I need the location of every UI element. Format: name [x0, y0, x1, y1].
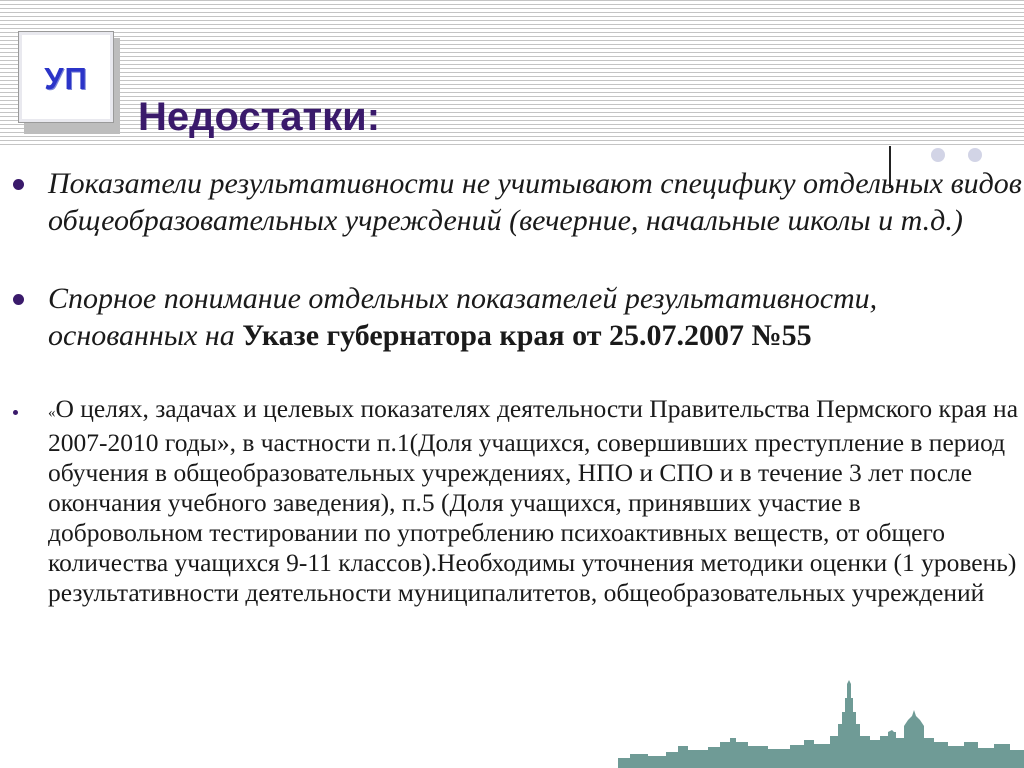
- open-quote: «: [48, 405, 56, 421]
- decree-reference: Указе губернатора края от 25.07.2007 №55: [242, 319, 812, 352]
- logo-box: [18, 31, 114, 123]
- logo-text: УП: [44, 61, 88, 96]
- bullet-2-italic-text: Спорное понимание отдельных показателей результативности, основанных на: [48, 282, 878, 352]
- decorative-dot: [968, 148, 982, 162]
- bullet-dot-icon: [13, 294, 24, 305]
- city-skyline-silhouette: [618, 676, 1024, 768]
- bullet-text-1: Показатели результативности не учитывают специфику отдельных видов общеобразовательных учреждений (вечерние, начальные школы и т.д.): [48, 167, 1022, 237]
- bullet-dot-icon: [13, 179, 24, 190]
- decorative-dot: [931, 148, 945, 162]
- decree-details-text: О целях, задачах и целевых показателях деятельности Правительства Пермского края на 2007-2010 годы», в частности п.1(Доля учащихся, совершивших преступление в период обучения в общеобразовательных учреждениях, НПО и СПО и в течение 3 лет после окончания учебного заведения), п.5 (Доля учащихся, принявших участие в добровольном тестировании по употреблению психоактивных веществ, от общего количества учащихся 9-11 классов).Необходимы уточнения методики оценки (1 уровень) результативности деятельности муниципалитетов, общеобразовательных учреждений: [48, 394, 1019, 607]
- bullet-text-3: [48, 394, 1020, 608]
- slide-title: Недостатки:: [138, 95, 381, 139]
- bullet-dot-icon: [13, 410, 18, 415]
- bullet-text-2: [48, 280, 1023, 354]
